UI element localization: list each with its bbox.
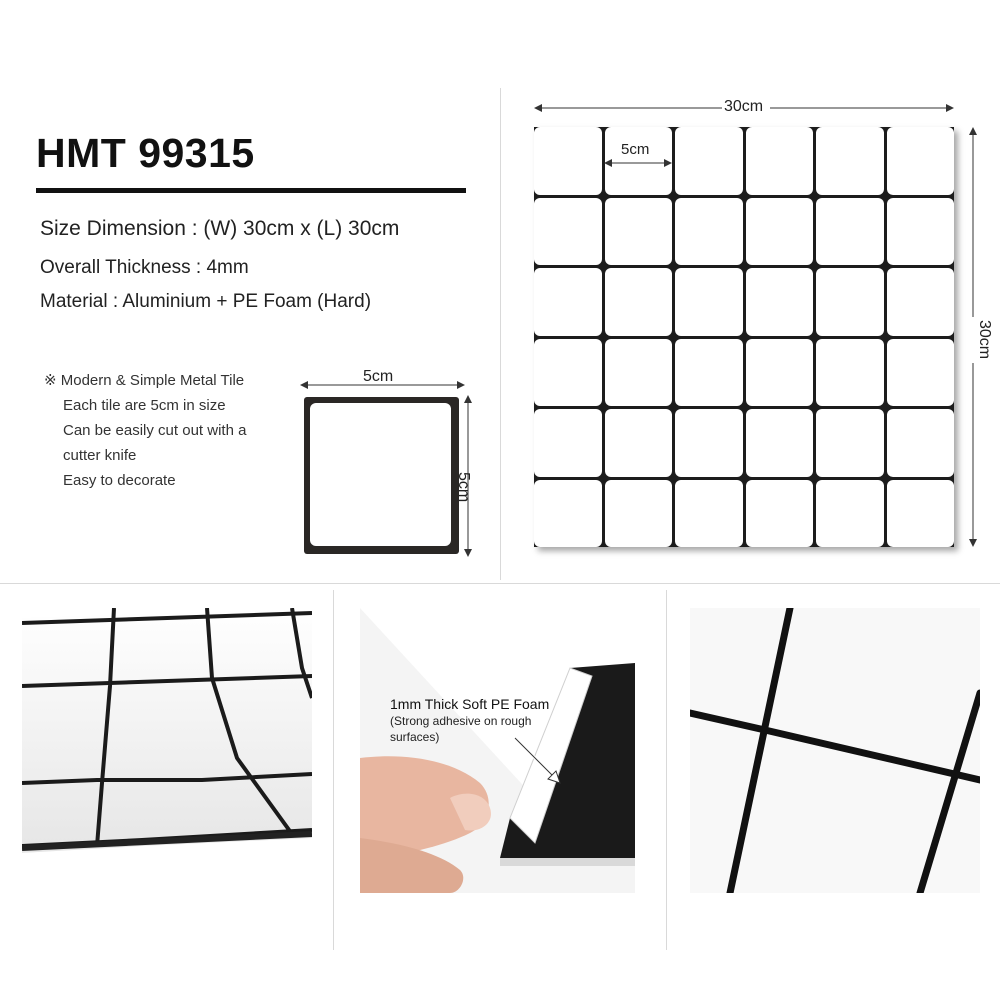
grid-cell-width-arrow xyxy=(604,158,672,168)
grid-tile xyxy=(534,198,602,266)
foam-callout-arrow xyxy=(510,733,570,793)
grid-tile xyxy=(816,339,884,407)
grid-tile xyxy=(605,339,673,407)
grid-tile xyxy=(887,268,955,336)
grid-tile xyxy=(675,198,743,266)
photo-divider-1 xyxy=(333,590,334,950)
grid-tile xyxy=(816,198,884,266)
spec-thickness: Overall Thickness : 4mm xyxy=(40,257,249,278)
grid-tile xyxy=(605,480,673,548)
grid-tile xyxy=(534,339,602,407)
spec-size: Size Dimension : (W) 30cm x (L) 30cm xyxy=(40,217,400,240)
title-underline xyxy=(36,188,466,193)
grid-tile xyxy=(887,127,955,195)
top-divider-vertical xyxy=(500,88,501,580)
grid-cell-label: 5cm xyxy=(621,141,650,158)
small-tile-diagram xyxy=(304,397,459,554)
grid-tile xyxy=(746,339,814,407)
photo-closeup-grout xyxy=(690,608,980,893)
photo-bending-sheet xyxy=(22,608,312,868)
note-line-5: Easy to decorate xyxy=(63,472,176,489)
grid-height-label: 30cm xyxy=(976,320,993,360)
grid-tile xyxy=(605,198,673,266)
photo-divider-2 xyxy=(666,590,667,950)
product-title: HMT 99315 xyxy=(36,130,255,176)
grid-tile xyxy=(746,268,814,336)
grid-tile xyxy=(816,127,884,195)
small-tile-height-label: 5cm xyxy=(455,472,472,503)
grid-tile xyxy=(816,409,884,477)
small-tile-width-label: 5cm xyxy=(363,368,394,385)
grid-tile xyxy=(816,268,884,336)
photo-peeling-foam xyxy=(360,608,635,893)
grid-tile xyxy=(675,409,743,477)
grid-tile xyxy=(746,409,814,477)
note-line-3: Can be easily cut out with a xyxy=(63,422,247,439)
grid-tile xyxy=(746,198,814,266)
grid-tile xyxy=(534,409,602,477)
grid-tile xyxy=(675,339,743,407)
foam-callout-title: 1mm Thick Soft PE Foam xyxy=(390,696,550,712)
grid-tile xyxy=(887,409,955,477)
note-line-1: ※ Modern & Simple Metal Tile xyxy=(44,372,245,389)
grid-tile xyxy=(887,339,955,407)
grid-tile xyxy=(534,480,602,548)
grid-tile xyxy=(675,268,743,336)
grid-tile xyxy=(746,480,814,548)
grid-width-label: 30cm xyxy=(724,98,764,115)
note-line-4: cutter knife xyxy=(63,447,137,464)
middle-divider-horizontal xyxy=(0,583,1000,584)
grid-tile xyxy=(746,127,814,195)
grid-tile xyxy=(816,480,884,548)
grid-tile xyxy=(605,268,673,336)
grid-tile xyxy=(675,480,743,548)
foam-callout-sub-2: surfaces) xyxy=(390,730,440,744)
grid-tile xyxy=(534,127,602,195)
foam-callout-sub-1: (Strong adhesive on rough xyxy=(390,714,532,728)
grid-tile xyxy=(605,409,673,477)
tile-grid-diagram xyxy=(534,127,954,547)
grid-tile xyxy=(675,127,743,195)
small-tile-width-arrow xyxy=(300,380,465,390)
grid-tile xyxy=(534,268,602,336)
grid-tile xyxy=(887,480,955,548)
spec-material: Material : Aluminium + PE Foam (Hard) xyxy=(40,291,372,312)
note-line-2: Each tile are 5cm in size xyxy=(63,397,226,414)
grid-tile xyxy=(887,198,955,266)
